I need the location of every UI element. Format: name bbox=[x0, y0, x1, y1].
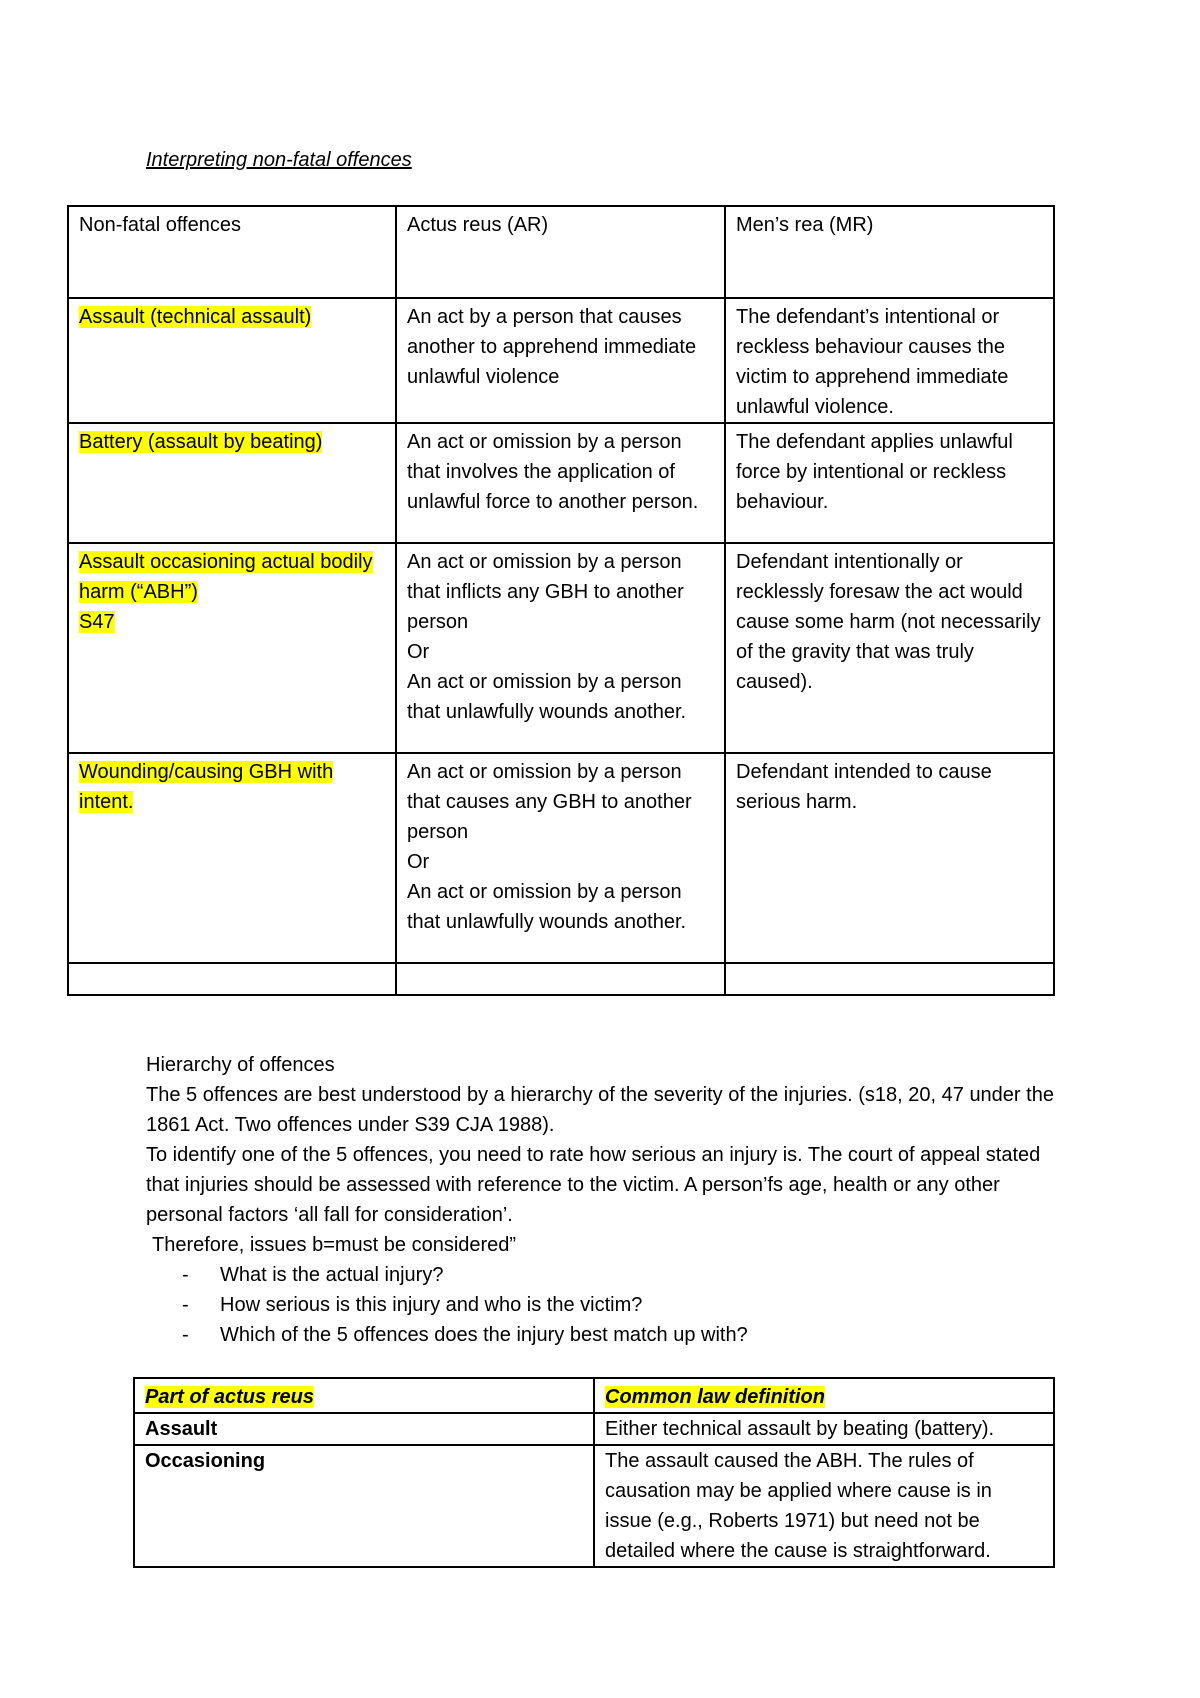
offence-label: Assault occasioning actual bodily harm (“ABH”) bbox=[79, 551, 373, 603]
actus-reus-text: An act or omission by a person that inflicts any GBH to another person bbox=[407, 551, 684, 633]
mens-rea-cell: Defendant intended to cause serious harm. bbox=[725, 753, 1054, 963]
actus-reus-cell bbox=[396, 753, 725, 963]
actus-reus-table bbox=[133, 1377, 1055, 1568]
actus-reus-cell bbox=[396, 543, 725, 753]
definition-cell: Either technical assault by beating (battery). bbox=[594, 1413, 1054, 1445]
part-cell: Assault bbox=[134, 1413, 594, 1445]
offence-label: Wounding/causing GBH with intent. bbox=[79, 761, 334, 813]
offence-cell bbox=[68, 298, 396, 423]
page-title: Interpreting non-fatal offences bbox=[146, 149, 412, 171]
offence-cell bbox=[68, 543, 396, 753]
dash-bullet-icon: - bbox=[182, 1324, 189, 1346]
table-header-row bbox=[68, 206, 1054, 298]
list-item: - Which of the 5 offences does the injury best match up with? bbox=[146, 1320, 1066, 1350]
hierarchy-paragraph: To identify one of the 5 offences, you need to rate how serious an injury is. The court of appeal stated that injuries should be assessed with reference to the victim. A person’fs age, health or any other personal factors ‘all fall for consideration’. bbox=[146, 1144, 1041, 1226]
hierarchy-section bbox=[146, 1050, 1066, 1350]
actus-reus-text: An act or omission by a person that causes any GBH to another person bbox=[407, 761, 692, 843]
header-common-law-definition: Common law definition bbox=[594, 1378, 1054, 1413]
offence-label: Assault (technical assault) bbox=[79, 306, 312, 328]
mens-rea-cell: The defendant’s intentional or reckless behaviour causes the victim to apprehend immediate unlawful violence. bbox=[725, 298, 1054, 423]
actus-reus-cell: An act by a person that causes another to apprehend immediate unlawful violence bbox=[396, 298, 725, 423]
table-row bbox=[68, 753, 1054, 963]
offence-cell bbox=[68, 753, 396, 963]
empty-cell bbox=[725, 963, 1054, 995]
hierarchy-paragraph: Therefore, issues b=must be considered” bbox=[152, 1234, 517, 1256]
list-item: - How serious is this injury and who is the victim? bbox=[146, 1290, 1066, 1320]
table-row bbox=[68, 543, 1054, 753]
issues-list bbox=[146, 1260, 1066, 1350]
empty-cell bbox=[68, 963, 396, 995]
empty-cell bbox=[396, 963, 725, 995]
definition-cell: The assault caused the ABH. The rules of causation may be applied where cause is in issue (e.g., Roberts 1971) but need not be detailed where the cause is straightforward. bbox=[594, 1445, 1054, 1567]
offence-label: Battery (assault by beating) bbox=[79, 431, 323, 453]
header-actus-reus: Actus reus (AR) bbox=[396, 206, 725, 298]
header-part-of-actus-reus: Part of actus reus bbox=[134, 1378, 594, 1413]
actus-reus-cell: An act or omission by a person that involves the application of unlawful force to another person. bbox=[396, 423, 725, 543]
empty-table-row bbox=[68, 963, 1054, 995]
actus-reus-text-2: An act or omission by a person that unlawfully wounds another. bbox=[407, 671, 687, 723]
table-header-row bbox=[134, 1378, 1054, 1413]
offence-section: S47 bbox=[79, 611, 115, 633]
hierarchy-heading: Hierarchy of offences bbox=[146, 1054, 335, 1076]
table-row bbox=[68, 298, 1054, 423]
list-item: - What is the actual injury? bbox=[146, 1260, 1066, 1290]
offences-table bbox=[67, 205, 1055, 996]
header-mens-rea: Men’s rea (MR) bbox=[725, 206, 1054, 298]
actus-reus-or: Or bbox=[407, 641, 430, 663]
mens-rea-cell: The defendant applies unlawful force by intentional or reckless behaviour. bbox=[725, 423, 1054, 543]
dash-bullet-icon: - bbox=[182, 1294, 189, 1316]
offence-cell bbox=[68, 423, 396, 543]
actus-reus-or: Or bbox=[407, 851, 430, 873]
dash-bullet-icon: - bbox=[182, 1264, 189, 1286]
table-row bbox=[134, 1445, 1054, 1567]
part-cell: Occasioning bbox=[134, 1445, 594, 1567]
actus-reus-text-2: An act or omission by a person that unlawfully wounds another. bbox=[407, 881, 687, 933]
mens-rea-cell: Defendant intentionally or recklessly foresaw the act would cause some harm (not necessarily of the gravity that was truly caused). bbox=[725, 543, 1054, 753]
table-row bbox=[134, 1413, 1054, 1445]
hierarchy-paragraph: The 5 offences are best understood by a hierarchy of the severity of the injuries. (s18, 20, 47 under the 1861 Act. Two offences under S39 CJA 1988). bbox=[146, 1084, 1054, 1136]
table-row bbox=[68, 423, 1054, 543]
header-non-fatal-offences: Non-fatal offences bbox=[68, 206, 396, 298]
